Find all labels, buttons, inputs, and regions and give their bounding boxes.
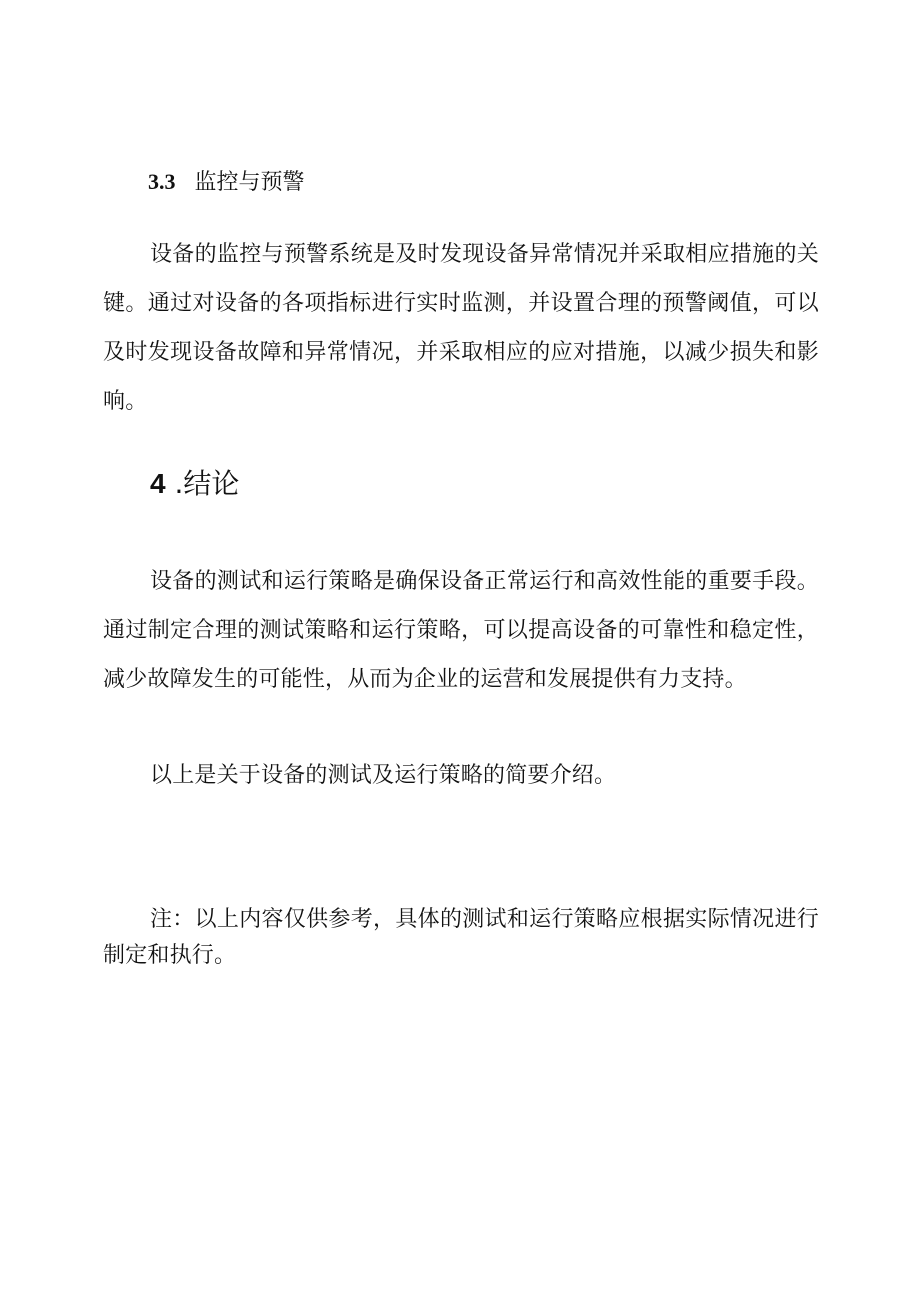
summary-paragraph: 以上是关于设备的测试及运行策略的简要介绍。 <box>150 763 617 788</box>
section-4-paragraph: 设备的测试和运行策略是确保设备正常运行和高效性能的重要手段。通过制定合理的测试策略和运行策略，可以提高设备的可靠性和稳定性，减少故障发生的可能性，从而为企业的运营和发展提供有力支持。 <box>103 569 819 692</box>
section-3-3-heading <box>148 166 305 199</box>
section-3-3-number: 3.3 <box>148 169 176 194</box>
section-4-heading <box>150 464 239 504</box>
section-3-3-paragraph: 设备的监控与预警系统是及时发现设备异常情况并采取相应措施的关键。通过对设备的各项指标进行实时监测，并设置合理的预警阈值，可以及时发现设备故障和异常情况，并采取相应的应对措施，以减少损失和影响。 <box>103 242 819 414</box>
section-4-title: .结论 <box>174 467 240 500</box>
note-paragraph: 注：以上内容仅供参考，具体的测试和运行策略应根据实际情况进行制定和执行。 <box>103 907 819 968</box>
section-3-3-title: 监控与预警 <box>194 170 305 195</box>
section-4-number: 4 <box>150 468 166 499</box>
